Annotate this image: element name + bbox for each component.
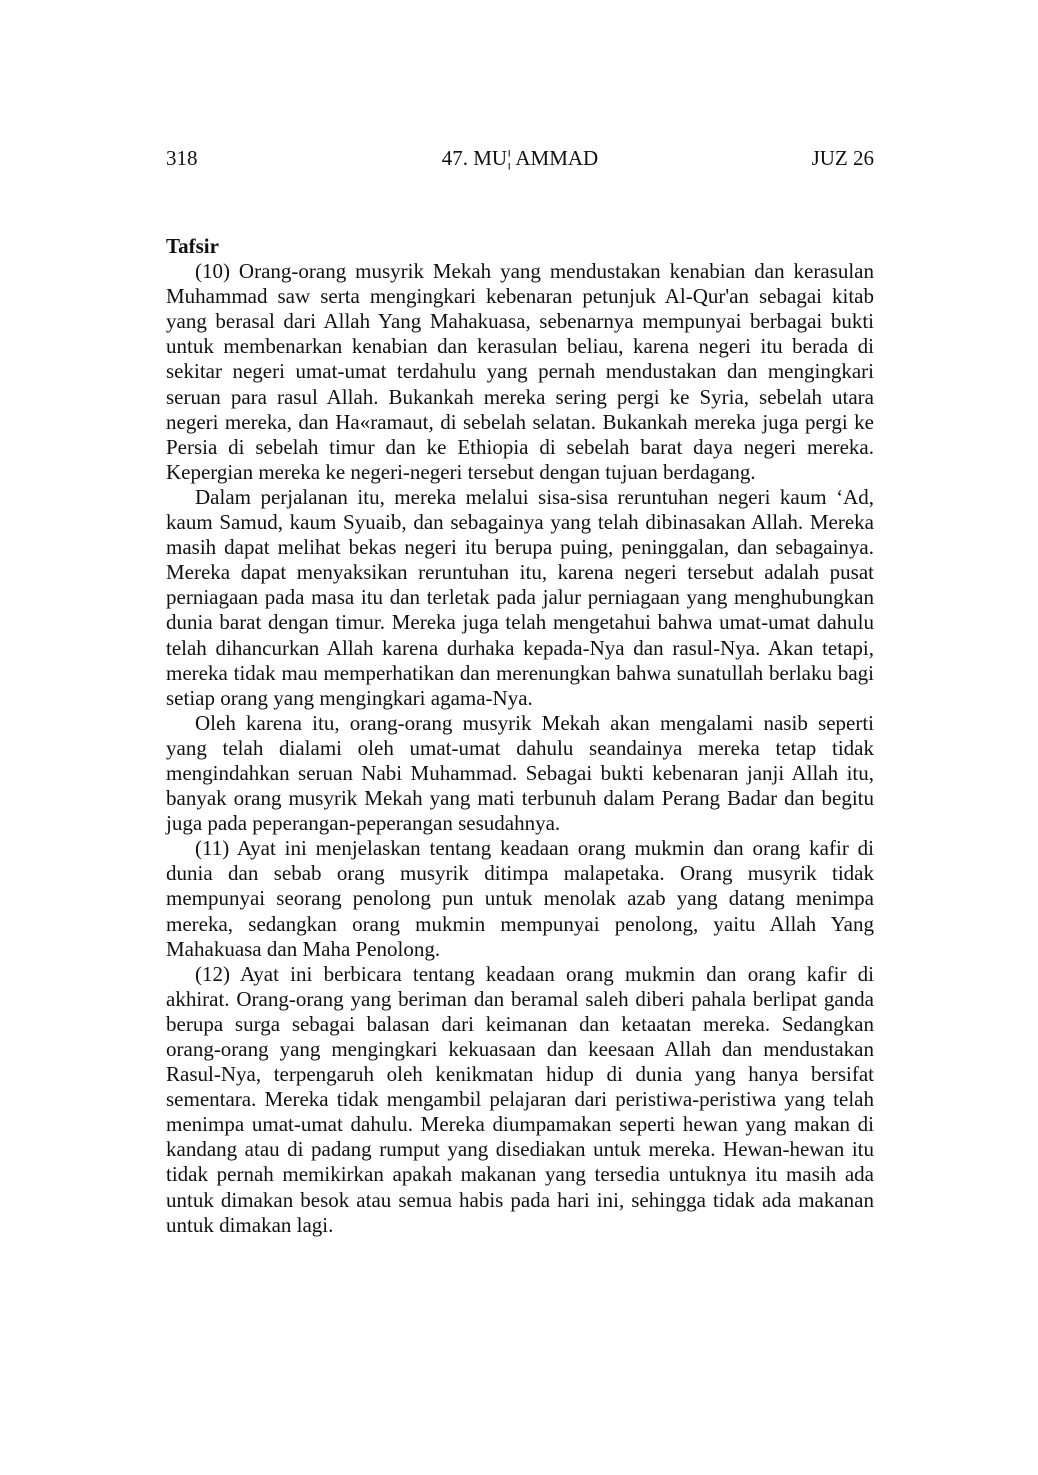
paragraph-11: (11) Ayat ini menjelaskan tentang keadaan orang mukmin dan orang kafir di dunia dan sebab orang musyrik ditimpa malapetaka. Orang musyrik tidak mempunyai seorang penolong pun untuk menolak azab yang datang menimpa mereka, sedangkan orang mukmin mempunyai penolong, yaitu Allah Yang Mahakuasa dan Maha Penolong. [166,836,874,961]
page-number: 318 [166,146,198,170]
paragraph-consequence: Oleh karena itu, orang-orang musyrik Mekah akan mengalami nasib seperti yang telah dialami oleh umat-umat dahulu seandainya mereka tetap tidak mengindahkan seruan Nabi Muhammad. Sebagai bukti kebenaran janji Allah itu, banyak orang musyrik Mekah yang mati terbunuh dalam Perang Badar dan begitu juga pada peperangan-peperangan sesudahnya. [166,710,874,836]
paragraph-10: (10) Orang-orang musyrik Mekah yang mendustakan kenabian dan kerasulan Muhammad saw serta mengingkari kebenaran petunjuk Al-Qur'an sebagai kitab yang berasal dari Allah Yang Mahakuasa, sebenarnya mempunyai berbagai bukti untuk membenarkan kenabian dan kerasulan beliau, karena negeri itu berada di sekitar negeri umat-umat terdahulu yang pernah mendustakan dan mengingkari seruan para rasul Allah. Bukankah mereka sering pergi ke Syria, sebelah utara negeri mereka, dan Ha«ramaut, di sebelah selatan. Bukankah mereka juga pergi ke Persia di sebelah timur dan ke Ethiopia di sebelah barat daya negeri mereka. Kepergian mereka ke negeri-negeri tersebut dengan tujuan berdagang. [166,259,874,484]
chapter-title: 47. MU¦ AMMAD [441,146,599,170]
tafsir-content [166,234,874,1238]
paragraph-12: (12) Ayat ini berbicara tentang keadaan orang mukmin dan orang kafir di akhirat. Orang-orang yang beriman dan beramal saleh diberi pahala berlipat ganda berupa surga sebagai balasan dari keimanan dan ketaatan mereka. Sedangkan orang-orang yang mengingkari kekuasaan dan keesaan Allah dan mendustakan Rasul-Nya, terpengaruh oleh kenikmatan hidup di dunia yang hanya bersifat sementara. Mereka tidak mengambil pelajaran dari peristiwa-peristiwa yang telah menimpa umat-umat dahulu. Mereka diumpamakan seperti hewan yang makan di kandang atau di padang rumput yang disediakan untuk mereka. Hewan-hewan itu tidak pernah memikirkan apakah makanan yang tersedia untuknya itu masih ada untuk dimakan besok atau semua habis pada hari ini, sehingga tidak ada makanan untuk dimakan lagi. [166,961,874,1237]
juz-label: JUZ 26 [811,146,874,170]
page-header [166,143,874,173]
paragraph-journey: Dalam perjalanan itu, mereka melalui sisa-sisa reruntuhan negeri kaum ‘Ad, kaum Samud, kaum Syuaib, dan sebagainya yang telah dibinasakan Allah. Mereka masih dapat melihat bekas negeri itu berupa puing, peninggalan, dan sebagainya. Mereka dapat menyaksikan reruntuhan itu, karena negeri tersebut adalah pusat perniagaan pada masa itu dan terletak pada jalur perniagaan yang menghubungkan dunia barat dengan timur. Mereka juga telah mengetahui bahwa umat-umat dahulu telah dihancurkan Allah karena durhaka kepada-Nya dan rasul-Nya. Akan tetapi, mereka tidak mau memperhatikan dan merenungkan bahwa sunatullah berlaku bagi setiap orang yang mengingkari agama-Nya. [166,484,874,710]
section-heading: Tafsir [166,234,219,258]
